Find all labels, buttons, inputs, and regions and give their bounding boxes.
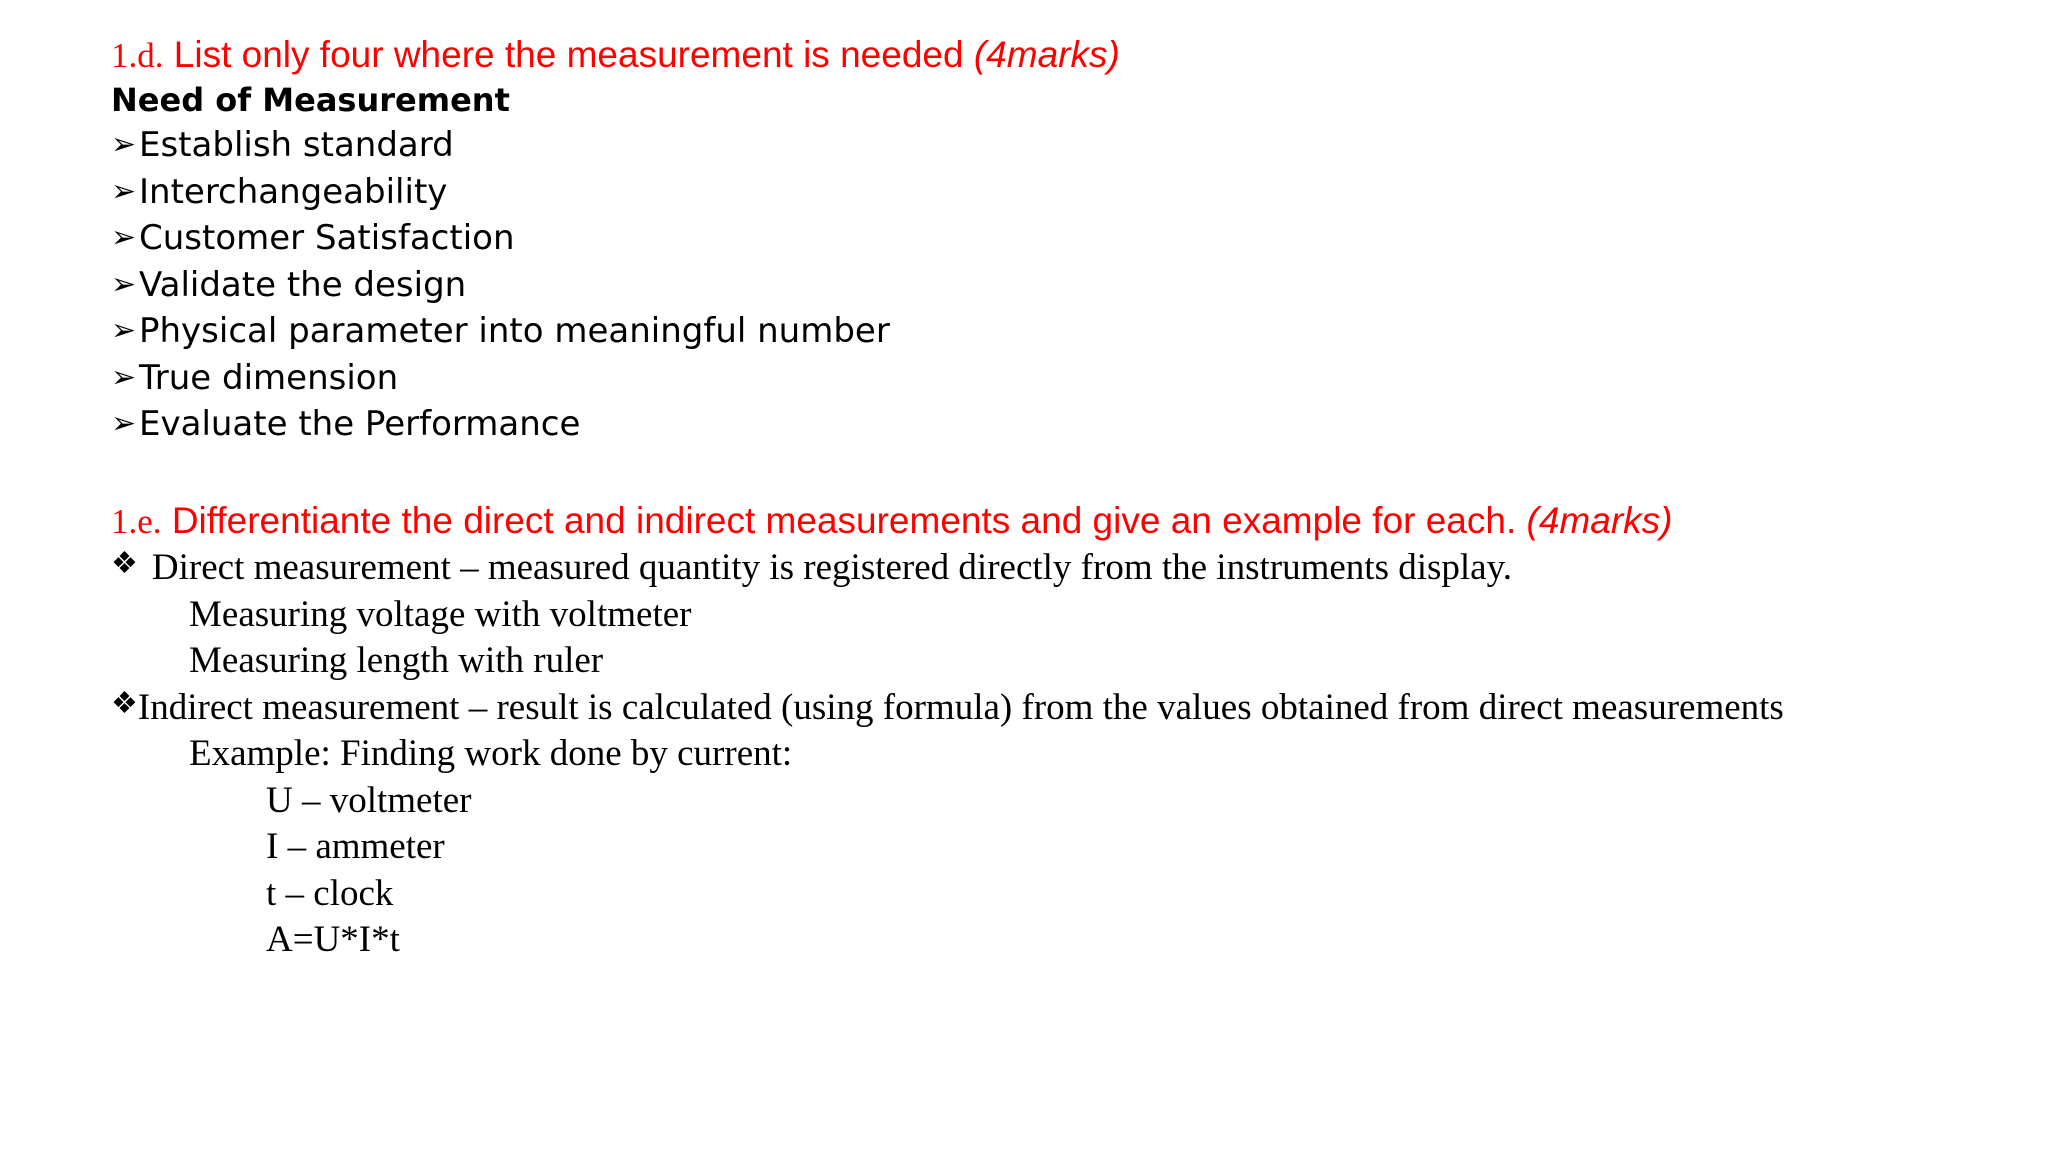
question-1e-title xyxy=(111,502,1672,539)
indirect-measurement-item: ❖Indirect measurement – result is calculated (using formula) from the values obtained from direct measurements xyxy=(111,687,1784,728)
indirect-example-item: t – clock xyxy=(266,873,394,914)
list-item: ➢Validate the design xyxy=(111,265,467,305)
marks-label: (4marks) xyxy=(973,34,1120,75)
arrow-bullet-icon: ➢ xyxy=(111,360,137,395)
marks-label: (4marks) xyxy=(1526,500,1673,541)
question-number: 1.e. xyxy=(111,502,162,541)
question-text: Differentiante the direct and indirect measurements and give an example for each. xyxy=(171,500,1517,541)
indirect-example-intro: Example: Finding work done by current: xyxy=(189,733,793,774)
arrow-bullet-icon: ➢ xyxy=(111,267,137,302)
list-item: ➢True dimension xyxy=(111,358,399,398)
arrow-bullet-icon: ➢ xyxy=(111,406,137,441)
formula: A=U*I*t xyxy=(266,919,400,960)
arrow-bullet-icon: ➢ xyxy=(111,313,137,348)
question-text: List only four where the measurement is needed xyxy=(173,34,964,75)
list-item: ➢Physical parameter into meaningful number xyxy=(111,311,890,351)
list-item: ➢Customer Satisfaction xyxy=(111,218,515,258)
direct-example: Measuring length with ruler xyxy=(189,640,604,681)
need-of-measurement-heading: Need of Measurement xyxy=(111,81,510,119)
indirect-example-item: I – ammeter xyxy=(266,826,445,867)
list-item: ➢Interchangeability xyxy=(111,172,448,212)
arrow-bullet-icon: ➢ xyxy=(111,220,137,255)
indirect-example-item: U – voltmeter xyxy=(266,780,472,821)
question-number: 1.d. xyxy=(111,36,164,75)
diamond-bullet-icon: ❖ xyxy=(111,547,138,580)
direct-example: Measuring voltage with voltmeter xyxy=(189,594,692,635)
direct-measurement-item: ❖ Direct measurement – measured quantity is registered directly from the instruments display. xyxy=(111,547,1512,588)
diamond-bullet-icon: ❖ xyxy=(111,687,138,720)
list-item: ➢Establish standard xyxy=(111,125,454,165)
question-1d-title xyxy=(111,36,1120,73)
arrow-bullet-icon: ➢ xyxy=(111,174,137,209)
arrow-bullet-icon: ➢ xyxy=(111,127,137,162)
list-item: ➢Evaluate the Performance xyxy=(111,404,581,444)
